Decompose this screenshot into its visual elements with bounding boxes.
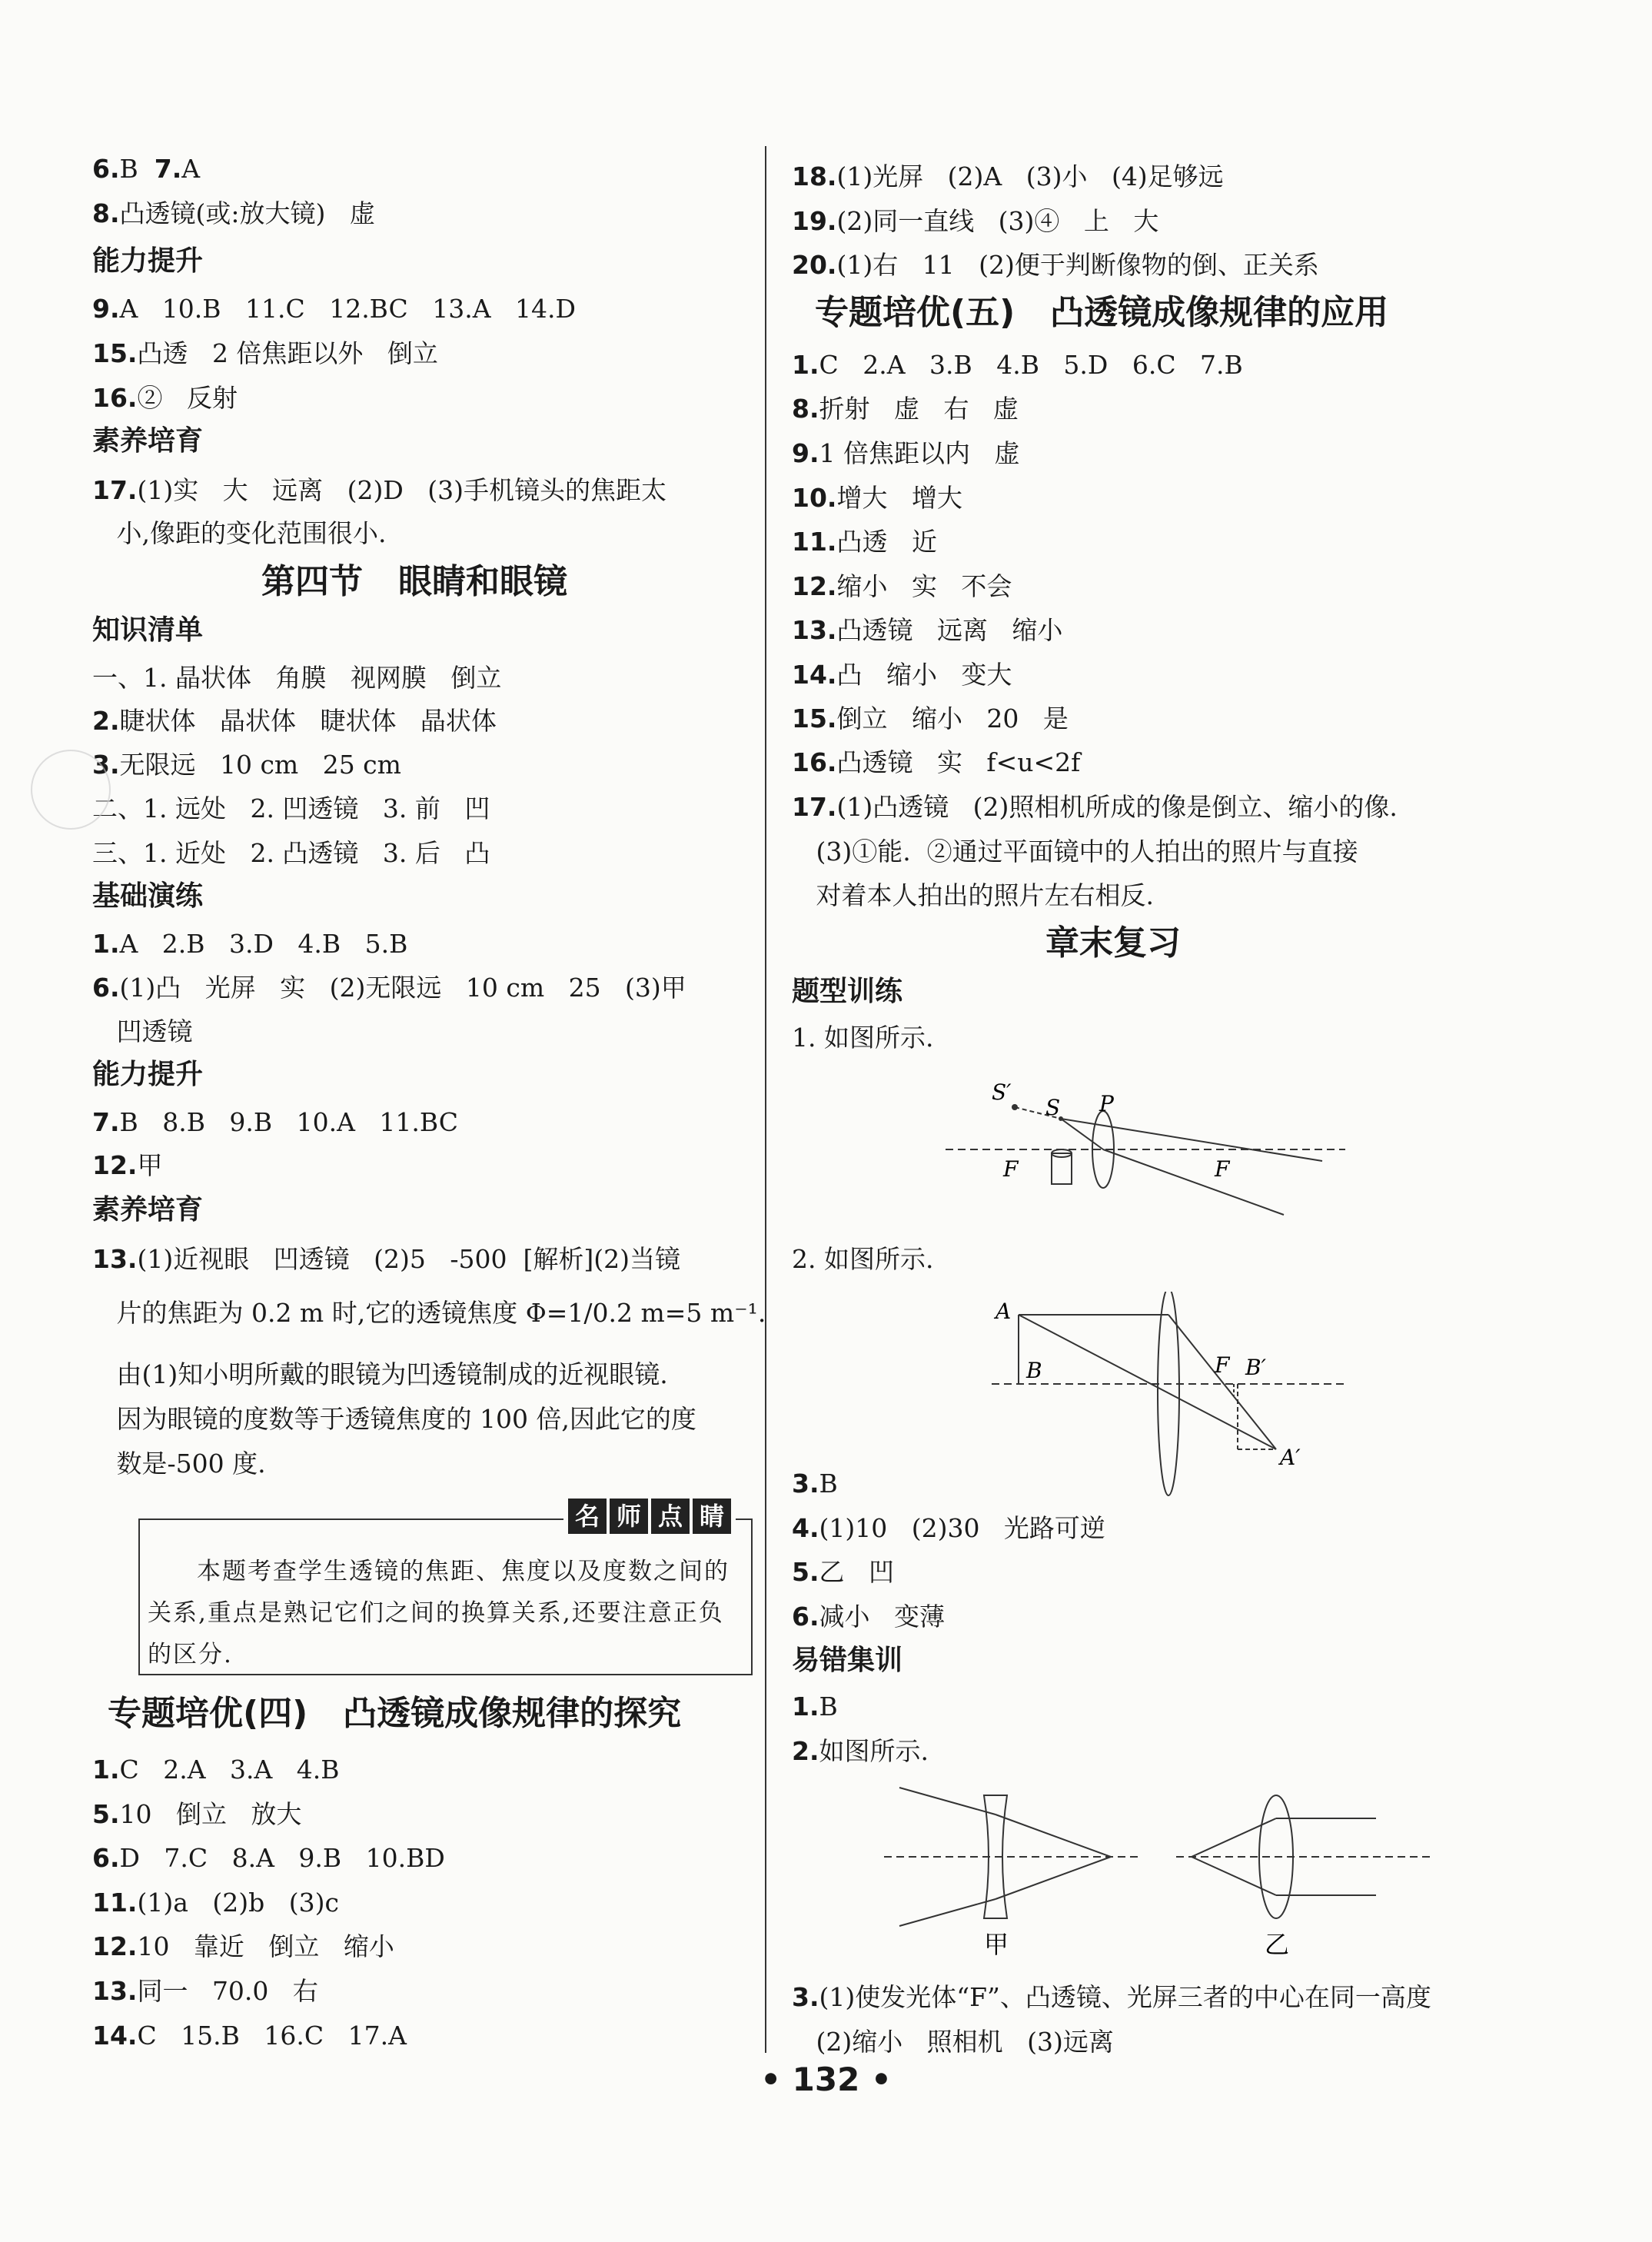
fig1-label-s: S xyxy=(1045,1095,1061,1120)
answer-line: 13.(1)近视眼 凹透镜 (2)5 -500 [解析](2)当镜 xyxy=(92,1244,680,1274)
answer-line: 二、1. 远处 2. 凹透镜 3. 前 凹 xyxy=(92,793,490,823)
answer-line: 4.(1)10 (2)30 光路可逆 xyxy=(792,1513,1105,1543)
tip-text: 本题考查学生透镜的焦距、焦度以及度数之间的关系,重点是熟记它们之间的换算关系,还要注意正负的区分. xyxy=(148,1558,730,1668)
answer-line: 5.乙 凹 xyxy=(792,1557,894,1587)
answer-line: (3)①能. ②通过平面镜中的人拍出的照片与直接 xyxy=(792,837,1358,867)
answer-line: 1.C 2.A 3.B 4.B 5.D 6.C 7.B xyxy=(792,350,1243,380)
answer-line: 11.(1)a (2)b (3)c xyxy=(92,1888,339,1918)
answer-line: 17.(1)实 大 远离 (2)D (3)手机镜头的焦距太 xyxy=(92,475,667,505)
column-divider xyxy=(765,146,766,2053)
answer-line: 14.C 15.B 16.C 17.A xyxy=(92,2021,407,2051)
answer-line: 9.1 倍焦距以内 虚 xyxy=(792,438,1020,468)
fig2-label-b: B xyxy=(1026,1358,1042,1383)
answer-line: (2)缩小 照相机 (3)远离 xyxy=(792,2027,1114,2057)
figure-3-lens-diagrams xyxy=(884,1776,1438,1961)
answer-line: 1.B xyxy=(792,1691,838,1721)
subheading: 知识清单 xyxy=(92,614,204,646)
fig1-label-p: P xyxy=(1099,1091,1114,1116)
answer-line: 6.D 7.C 8.A 9.B 10.BD xyxy=(92,1843,445,1873)
answer-line: 19.(2)同一直线 (3)④ 上 大 xyxy=(792,206,1159,236)
answer-line: 因为眼镜的度数等于透镜焦度的 100 倍,因此它的度 xyxy=(92,1404,696,1434)
fig1-label-s-prime: S′ xyxy=(992,1079,1012,1105)
answer-line: 13.凸透镜 远离 缩小 xyxy=(792,615,1063,645)
subheading: 能力提升 xyxy=(92,1059,204,1090)
answer-line: 2.睫状体 晶状体 睫状体 晶状体 xyxy=(92,706,497,736)
fig3-label-jia: 甲 xyxy=(984,1930,1009,1959)
fig3-label-yi: 乙 xyxy=(1265,1930,1290,1959)
subheading: 素养培育 xyxy=(92,1194,204,1226)
answer-line: 12.甲 xyxy=(92,1150,163,1180)
subheading: 基础演练 xyxy=(92,880,204,912)
answer-line: 小,像距的变化范围很小. xyxy=(92,518,387,548)
answer-line: 数是-500 度. xyxy=(92,1449,266,1479)
section-title: 专题培优(四) 凸透镜成像规律的探究 xyxy=(108,1694,682,1733)
answer-line: 片的焦距为 0.2 m 时,它的透镜焦度 Φ=1/0.2 m=5 m⁻¹. xyxy=(92,1298,766,1328)
answer-line: 三、1. 近处 2. 凸透镜 3. 后 凸 xyxy=(92,838,490,868)
answer-line: 由(1)知小明所戴的眼镜为凹透镜制成的近视眼镜. xyxy=(92,1359,668,1389)
answer-line: 一、1. 晶状体 角膜 视网膜 倒立 xyxy=(92,663,502,693)
answer-line: 10.增大 增大 xyxy=(792,483,962,513)
answer-line: 20.(1)右 11 (2)便于判断像物的倒、正关系 xyxy=(792,250,1319,280)
answer-line: 8.凸透镜(或:放大镜) 虚 xyxy=(92,198,375,228)
figure-1-ray-diagram xyxy=(946,1073,1345,1226)
faint-stamp-mark xyxy=(31,750,111,830)
tip-box xyxy=(138,1502,753,1675)
answer-line: 3.B xyxy=(792,1469,838,1499)
answer-line: 11.凸透 近 xyxy=(792,527,937,557)
answer-line: 12.缩小 实 不会 xyxy=(792,571,1012,601)
subheading: 素养培育 xyxy=(92,425,204,457)
answer-line: 16.② 反射 xyxy=(92,383,238,413)
subheading: 易错集训 xyxy=(792,1645,903,1676)
answer-line: 3.无限远 10 cm 25 cm xyxy=(92,750,401,780)
answer-line: 8.折射 虚 右 虚 xyxy=(792,394,1019,424)
answer-line: 1.A 2.B 3.D 4.B 5.B xyxy=(92,929,408,959)
answer-line: 对着本人拍出的照片左右相反. xyxy=(792,880,1154,910)
answer-line: 17.(1)凸透镜 (2)照相机所成的像是倒立、缩小的像. xyxy=(792,792,1398,822)
answer-line: 18.(1)光屏 (2)A (3)小 (4)足够远 xyxy=(792,161,1224,191)
answer-line: 14.凸 缩小 变大 xyxy=(792,660,1012,690)
section-title: 第四节 眼睛和眼镜 xyxy=(261,562,567,601)
answer-line: 15.凸透 2 倍焦距以外 倒立 xyxy=(92,338,438,368)
section-title: 专题培优(五) 凸透镜成像规律的应用 xyxy=(815,293,1389,332)
answer-line: 9.A 10.B 11.C 12.BC 13.A 14.D xyxy=(92,294,576,324)
answer-line: 2. 如图所示. xyxy=(792,1244,934,1274)
fig2-label-a-prime: A′ xyxy=(1280,1445,1301,1470)
fig2-label-f: F xyxy=(1215,1352,1230,1378)
subheading: 能力提升 xyxy=(92,245,204,277)
answer-line: 6.(1)凸 光屏 实 (2)无限远 10 cm 25 (3)甲 xyxy=(92,973,686,1003)
answer-line: 1.C 2.A 3.A 4.B xyxy=(92,1755,340,1785)
subheading: 题型训练 xyxy=(792,976,903,1007)
page-number: • 132 • xyxy=(760,2061,892,2098)
figure-2-ray-diagram xyxy=(992,1292,1345,1499)
answer-line: 15.倒立 缩小 20 是 xyxy=(792,704,1069,733)
answer-line: 13.同一 70.0 右 xyxy=(92,1976,318,2006)
fig2-label-a: A xyxy=(996,1299,1012,1324)
tip-badge: 名 师 点 睛 xyxy=(563,1499,736,1534)
section-title: 章末复习 xyxy=(1045,923,1181,963)
answer-line: 7.B 8.B 9.B 10.A 11.BC xyxy=(92,1107,459,1137)
answer-line: 6.减小 变薄 xyxy=(792,1602,945,1632)
answer-line: 2.如图所示. xyxy=(792,1736,929,1766)
answer-line: 16.凸透镜 实 f<u<2f xyxy=(792,747,1081,777)
answer-line: 1. 如图所示. xyxy=(792,1023,934,1053)
fig1-label-f1: F xyxy=(1003,1156,1019,1182)
answer-line: 6.B 7.A xyxy=(92,154,201,184)
fig1-label-f2: F xyxy=(1215,1156,1230,1182)
answer-line: 3.(1)使发光体“F”、凸透镜、光屏三者的中心在同一高度 xyxy=(792,1982,1431,2012)
answer-line: 5.10 倒立 放大 xyxy=(92,1799,302,1829)
answer-line: 12.10 靠近 倒立 缩小 xyxy=(92,1931,394,1961)
fig2-label-b-prime: B′ xyxy=(1245,1355,1266,1380)
answer-line: 凹透镜 xyxy=(92,1016,193,1046)
